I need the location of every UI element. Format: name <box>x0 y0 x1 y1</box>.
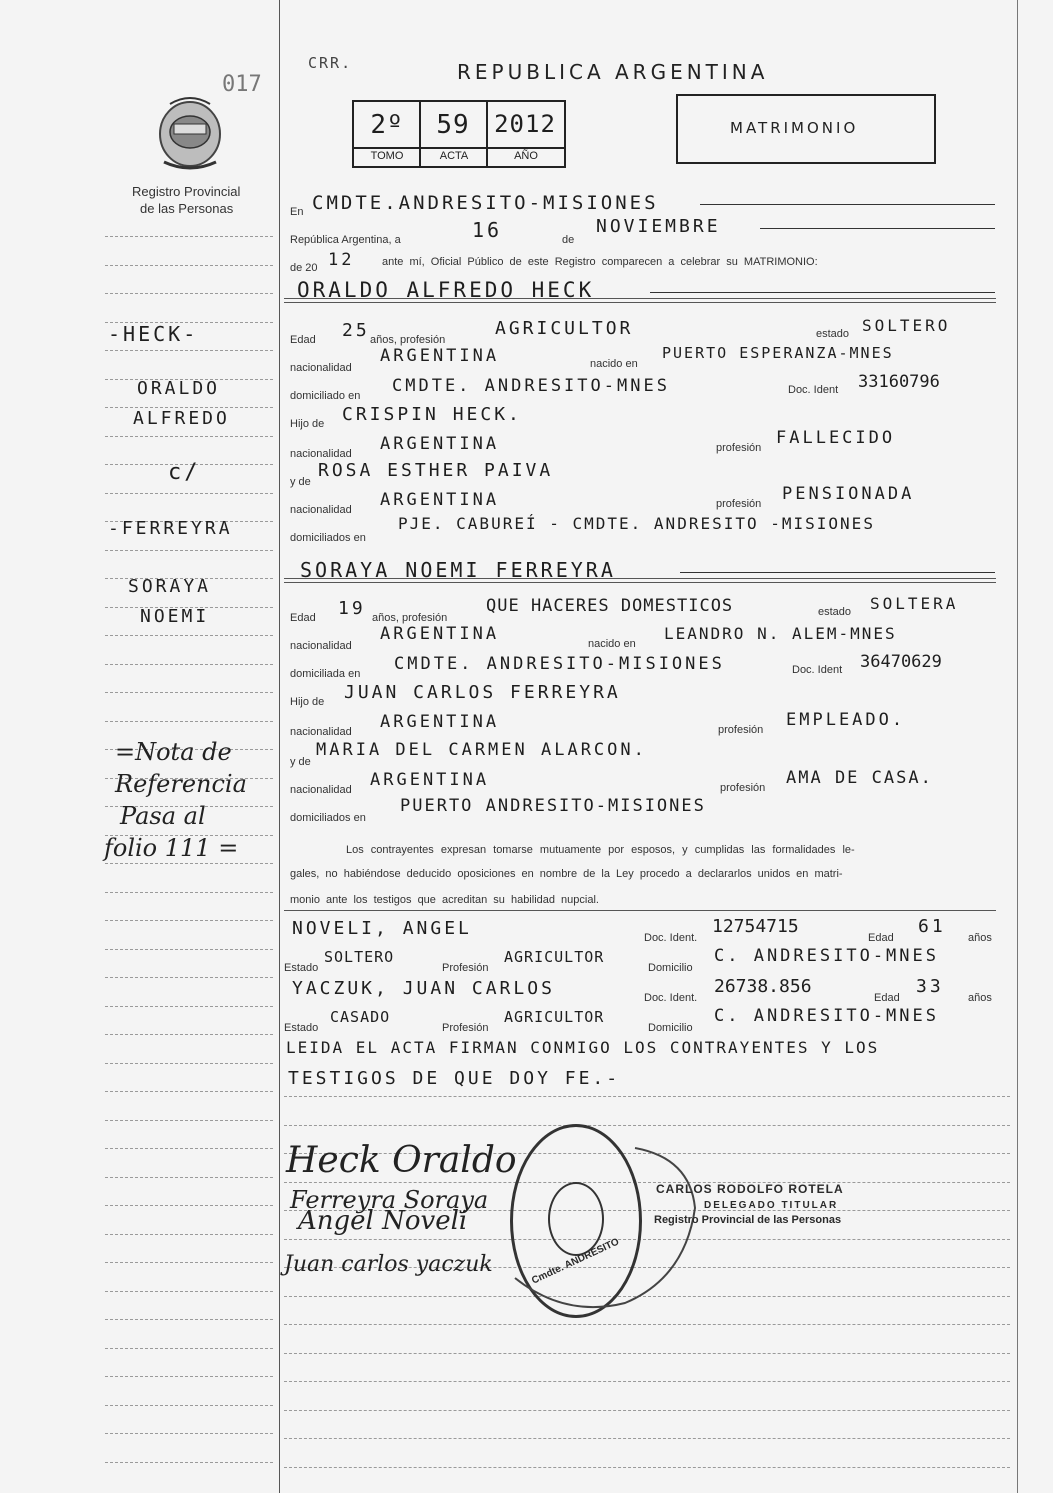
witness2-profession: AGRICULTOR <box>504 1008 605 1026</box>
groom-father-nationality: ARGENTINA <box>380 434 500 454</box>
margin-rule-line <box>105 1034 273 1035</box>
body-rule-line <box>284 1381 1010 1382</box>
box-divider-h <box>352 147 565 149</box>
body-rule-line <box>284 1353 1010 1354</box>
body-rule-line <box>284 1467 1010 1468</box>
label-doc-ident-w2: Doc. Ident. <box>644 992 698 1004</box>
signature-witness1: Angel Noveli <box>298 1206 468 1236</box>
margin-rule-line <box>105 892 273 893</box>
margin-rule-line <box>105 949 273 950</box>
margin-rule-line <box>105 1291 273 1292</box>
provincial-crest-icon <box>150 92 230 174</box>
signature-witness2: Juan carlos yaczuk <box>284 1252 493 1277</box>
declaration-line3: monio ante los testigos que acreditan su habilidad nupcial. <box>290 894 599 906</box>
official-title: DELEGADO TITULAR <box>704 1200 839 1211</box>
bride-doc: 36470629 <box>860 652 942 672</box>
year-suffix: 12 <box>328 250 355 270</box>
witness1-name: NOVELI, ANGEL <box>292 918 472 939</box>
label-profesion-3: profesión <box>718 724 764 736</box>
label-anos-w1: años <box>968 932 992 944</box>
margin-rule-line <box>105 1262 273 1263</box>
groom-age: 25 <box>342 320 370 341</box>
label-nacido-en-2: nacido en <box>588 638 636 650</box>
margin-divider <box>279 0 280 1493</box>
declaration-line2: gales, no habiéndose deducido oposiciones en nombre de la Ley procedo a declararlos unidos en matri- <box>290 868 843 880</box>
margin-rule-line <box>105 1177 273 1178</box>
official-name: CARLOS RODOLFO ROTELA <box>656 1182 844 1196</box>
bride-domicile: CMDTE. ANDRESITO-MISIONES <box>394 654 725 674</box>
label-profesion-2: profesión <box>716 498 762 510</box>
line-month <box>760 228 995 229</box>
section-separator <box>284 582 996 583</box>
label-profesion-1: profesión <box>716 442 762 454</box>
margin-groom-surname: -HECK- <box>108 322 199 346</box>
folio-number: 017 <box>222 72 262 97</box>
label-domiciliados-en-2: domiciliados en <box>290 812 366 824</box>
groom-father-profession: FALLECIDO <box>776 428 896 448</box>
bride-mother-profession: AMA DE CASA. <box>786 768 933 788</box>
margin-rule-line <box>105 1433 273 1434</box>
section-separator <box>284 302 996 303</box>
document-type: MATRIMONIO <box>730 119 859 137</box>
label-estado-2: estado <box>818 606 852 618</box>
margin-rule-line <box>105 236 273 237</box>
label-hijo-de-2: Hijo de <box>290 696 325 708</box>
label-doc-ident-2: Doc. Ident <box>792 664 843 676</box>
body-rule-line <box>284 1125 1010 1126</box>
margin-rule-line <box>105 550 273 551</box>
groom-status: SOLTERO <box>862 316 951 335</box>
label-en: En <box>290 206 304 218</box>
label-anos-profesion-2: años, profesión <box>372 612 448 624</box>
official-registry: Registro Provincial de las Personas <box>654 1214 842 1226</box>
margin-groom-first1: ORALDO <box>137 378 221 399</box>
label-domicilio-w2: Domicilio <box>648 1022 693 1034</box>
label-estado: estado <box>816 328 850 340</box>
margin-reference-4: folio 111 = <box>104 834 239 862</box>
groom-nationality: ARGENTINA <box>380 346 500 366</box>
label-nacionalidad-4: nacionalidad <box>290 640 352 652</box>
signature-bride: Ferreyra Soraya <box>290 1186 489 1214</box>
acta-value: 59 <box>436 110 470 140</box>
label-domiciliada-en: domiciliada en <box>290 668 361 680</box>
anio-label: AÑO <box>514 150 538 162</box>
label-anos-w2: años <box>968 992 992 1004</box>
label-nacionalidad-5: nacionalidad <box>290 726 352 738</box>
bride-age: 19 <box>338 598 366 619</box>
right-edge-line <box>1017 0 1018 1493</box>
groom-doc: 33160796 <box>858 372 940 392</box>
margin-rule-line <box>105 1319 273 1320</box>
label-de-1: de <box>562 234 575 246</box>
margin-rule-line <box>105 293 273 294</box>
bride-mother: MARIA DEL CARMEN ALARCON. <box>316 740 647 760</box>
acta-label: ACTA <box>439 150 469 162</box>
label-y-de-2: y de <box>290 756 311 768</box>
margin-rule-line <box>105 1120 273 1121</box>
label-doc-ident: Doc. Ident <box>788 384 839 396</box>
margin-rule-line <box>105 692 273 693</box>
margin-rule-line <box>105 436 273 437</box>
witness1-age: 61 <box>918 916 946 937</box>
margin-bride-first1: SORAYA <box>128 576 212 597</box>
tomo-label: TOMO <box>370 150 404 162</box>
body-rule-line <box>284 1410 1010 1411</box>
margin-rule-line <box>105 1376 273 1377</box>
margin-reference-2: Referencia <box>115 770 247 798</box>
line-groom-name <box>650 292 995 293</box>
label-doc-ident-w1: Doc. Ident. <box>644 932 698 944</box>
witness1-domicile: C. ANDRESITO-MNES <box>714 946 939 966</box>
groom-mother: ROSA ESTHER PAIVA <box>318 460 554 481</box>
groom-father: CRISPIN HECK. <box>342 404 522 425</box>
bride-birthplace: LEANDRO N. ALEM-MNES <box>664 624 897 643</box>
bride-mother-nationality: ARGENTINA <box>370 770 490 790</box>
bride-name: SORAYA NOEMI FERREYRA <box>300 558 616 582</box>
anio-value: 2012 <box>494 110 556 138</box>
margin-rule-line <box>105 977 273 978</box>
label-y-de-1: y de <box>290 476 311 488</box>
closing-line2: TESTIGOS DE QUE DOY FE.- <box>288 1068 621 1089</box>
witness1-status: SOLTERO <box>324 948 395 966</box>
label-edad: Edad <box>290 334 316 346</box>
margin-rule-line <box>105 265 273 266</box>
witness2-domicile: C. ANDRESITO-MNES <box>714 1006 939 1026</box>
bride-status: SOLTERA <box>870 594 959 613</box>
month: NOVIEMBRE <box>596 216 721 237</box>
label-edad-w2: Edad <box>874 992 900 1004</box>
groom-mother-profession: PENSIONADA <box>782 484 915 504</box>
label-nacionalidad-1: nacionalidad <box>290 362 352 374</box>
line-bride-name <box>680 572 995 573</box>
bride-father-nationality: ARGENTINA <box>380 712 500 732</box>
seal-text: Cmdte. ANDRESITO <box>530 1236 621 1287</box>
margin-bride-first2: NOEMI <box>140 606 210 627</box>
seal-swirl-icon <box>505 1128 705 1328</box>
margin-rule-line <box>105 721 273 722</box>
label-domicilio-w1: Domicilio <box>648 962 693 974</box>
witness2-status: CASADO <box>330 1008 391 1026</box>
groom-parents-domicile: PJE. CABUREÍ - CMDTE. ANDRESITO -MISIONES <box>398 514 875 533</box>
label-profesion-w1: Profesión <box>442 962 489 974</box>
margin-rule-line <box>105 1148 273 1149</box>
label-nacionalidad-2: nacionalidad <box>290 448 352 460</box>
label-hijo-de-1: Hijo de <box>290 418 325 430</box>
bride-parents-domicile: PUERTO ANDRESITO-MISIONES <box>400 796 706 816</box>
body-rule-line <box>284 1096 1010 1097</box>
registry-name-line1: Registro Provincial <box>132 184 241 199</box>
bride-father-profession: EMPLEADO. <box>786 710 906 730</box>
place: CMDTE.ANDRESITO-MISIONES <box>312 192 659 214</box>
signature-groom: Heck Oraldo <box>286 1140 517 1181</box>
margin-rule-line <box>105 1205 273 1206</box>
bride-profession: QUE HACERES DOMESTICOS <box>486 596 734 616</box>
margin-rule-line <box>105 1462 273 1463</box>
label-domiciliados-en-1: domiciliados en <box>290 532 366 544</box>
margin-rule-line <box>105 1348 273 1349</box>
bride-father: JUAN CARLOS FERREYRA <box>344 682 621 703</box>
witness1-doc: 12754715 <box>712 916 799 937</box>
margin-rule-line <box>105 1091 273 1092</box>
label-edad-2: Edad <box>290 612 316 624</box>
label-edad-w1: Edad <box>868 932 894 944</box>
margin-conjunction: c/ <box>168 460 201 485</box>
margin-reference-1: =Nota de <box>115 738 232 766</box>
corner-note: CRR. <box>308 54 353 72</box>
margin-rule-line <box>105 920 273 921</box>
section-separator <box>284 910 996 911</box>
margin-rule-line <box>105 664 273 665</box>
label-ante-mi: ante mí, Oficial Público de este Registro comparecen a celebrar su MATRIMONIO: <box>382 256 818 268</box>
margin-rule-line <box>105 1234 273 1235</box>
margin-rule-line <box>105 1006 273 1007</box>
witness2-age: 33 <box>916 976 944 997</box>
day: 16 <box>472 218 503 242</box>
margin-rule-line <box>105 493 273 494</box>
declaration-line1: Los contrayentes expresan tomarse mutuamente por esposos, y cumplidas las formalidades le- <box>346 844 855 856</box>
label-nacido-en: nacido en <box>590 358 638 370</box>
witness2-name: YACZUK, JUAN CARLOS <box>292 978 555 999</box>
witness1-profession: AGRICULTOR <box>504 948 605 966</box>
label-anos-profesion: años, profesión <box>370 334 446 346</box>
body-rule-line <box>284 1438 1010 1439</box>
margin-rule-line <box>105 1405 273 1406</box>
margin-rule-line <box>105 863 273 864</box>
margin-rule-line <box>105 1063 273 1064</box>
groom-name: ORALDO ALFREDO HECK <box>297 278 595 302</box>
groom-mother-nationality: ARGENTINA <box>380 490 500 510</box>
label-nacionalidad-3: nacionalidad <box>290 504 352 516</box>
witness2-doc: 26738.856 <box>714 976 812 997</box>
groom-domicile: CMDTE. ANDRESITO-MNES <box>392 376 670 396</box>
label-de-20: de 20 <box>290 262 318 274</box>
label-estado-w2: Estado <box>284 1022 319 1034</box>
margin-bride-surname: -FERREYRA <box>108 518 233 539</box>
label-republica: República Argentina, a <box>290 234 401 246</box>
margin-rule-line <box>105 350 273 351</box>
margin-rule-line <box>105 635 273 636</box>
registry-name-line2: de las Personas <box>140 201 234 216</box>
bride-nationality: ARGENTINA <box>380 624 500 644</box>
margin-reference-3: Pasa al <box>120 802 206 830</box>
closing-line1: LEIDA EL ACTA FIRMAN CONMIGO LOS CONTRAYENTES Y LOS <box>286 1038 880 1057</box>
groom-profession: AGRICULTOR <box>495 318 634 339</box>
label-profesion-w2: Profesión <box>442 1022 489 1034</box>
label-profesion-4: profesión <box>720 782 766 794</box>
groom-birthplace: PUERTO ESPERANZA-MNES <box>662 344 894 362</box>
label-estado-w1: Estado <box>284 962 319 974</box>
margin-groom-first2: ALFREDO <box>133 408 230 429</box>
tomo-value: 2º <box>370 110 404 140</box>
line-place <box>700 204 995 205</box>
label-nacionalidad-6: nacionalidad <box>290 784 352 796</box>
country-title: REPUBLICA ARGENTINA <box>457 60 769 84</box>
label-domiciliado-en: domiciliado en <box>290 390 361 402</box>
